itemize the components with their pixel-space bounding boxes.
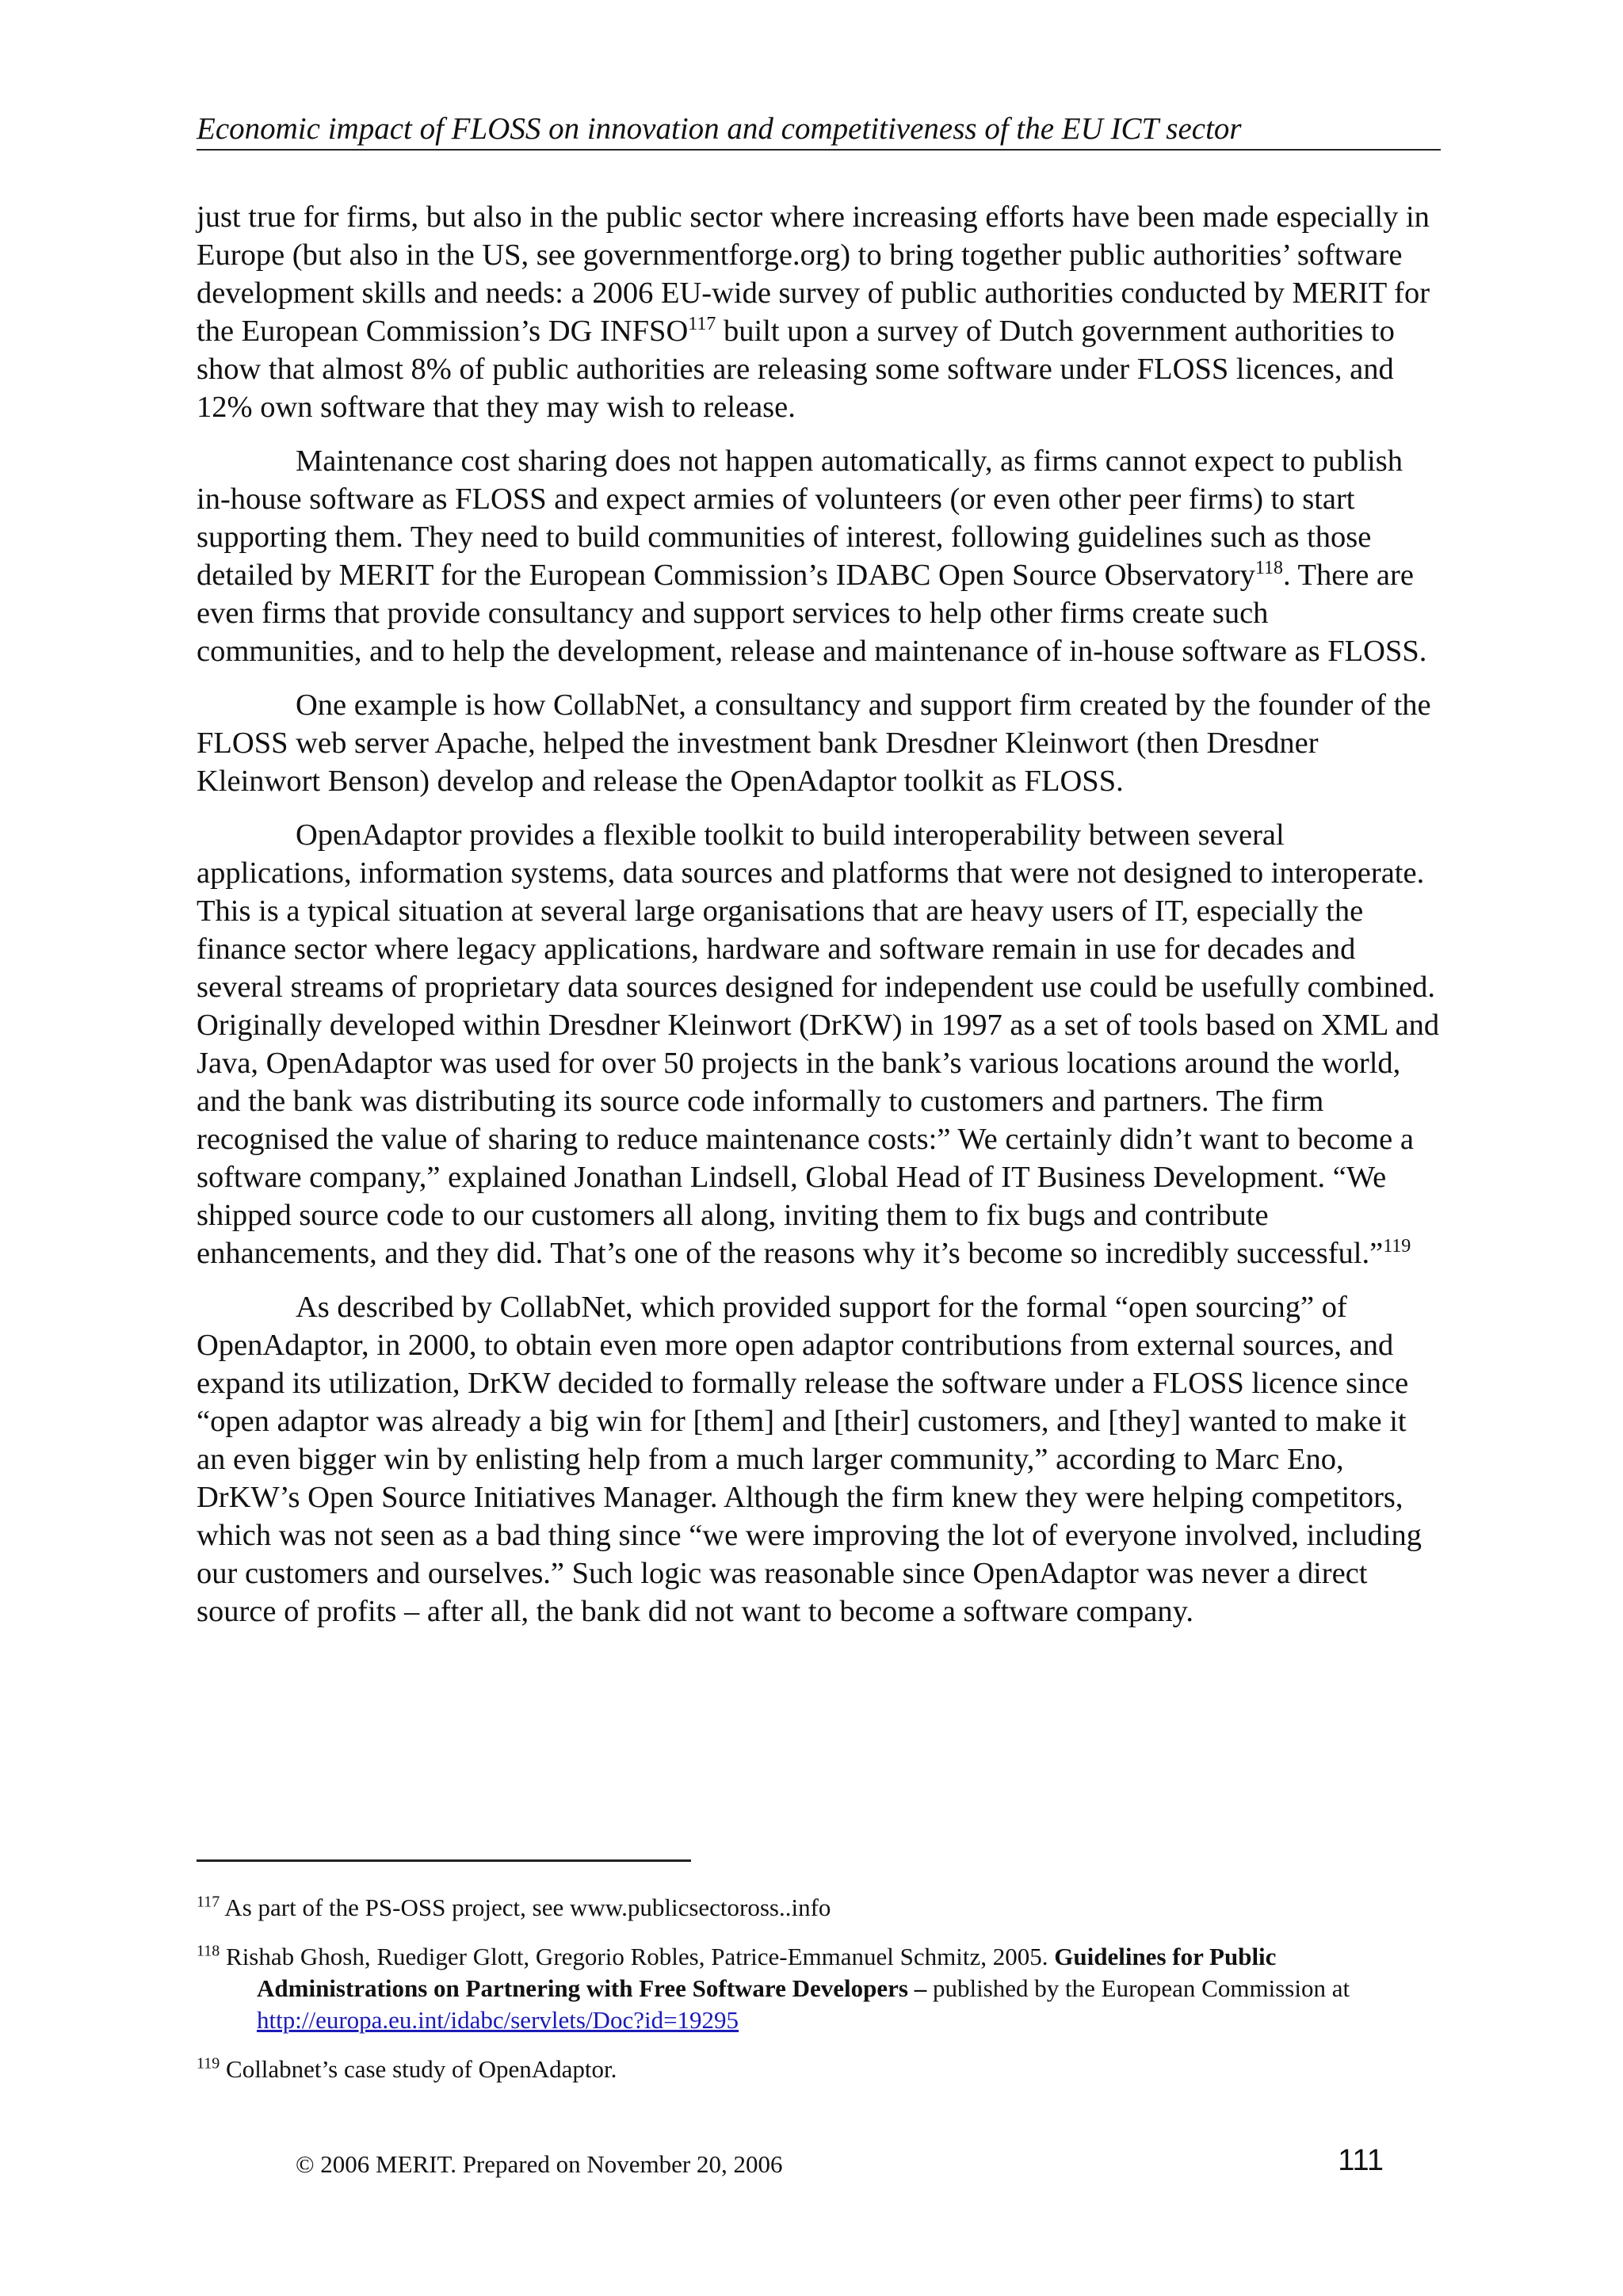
footnote-119	[197, 2054, 1441, 2085]
paragraph-4-text: OpenAdaptor provides a flexible toolkit to build interoperability between several applications, information systems, data sources and platforms that were not designed to interoperate. This is a typical situation at several large organisations that are heavy users of IT, especially the finance sector where legacy applications, hardware and software remain in use for decades and several streams of proprietary data sources designed for independent use could be usefully combined. Originally developed within Dresdner Kleinwort (DrKW) in 1997 as a set of tools based on XML and Java, OpenAdaptor was used for over 50 projects in the bank’s various locations around the world, and the bank was distributing its source code informally to customers and partners. The firm recognised the value of sharing to reduce maintenance costs:” We certainly didn’t want to become a software company,” explained Jonathan Lindsell, Global Head of IT Business Development. “We shipped source code to our customers all along, inviting them to fix bugs and contribute enhancements, and they did. That’s one of the reasons why it’s become so incredibly successful.”	[197, 818, 1440, 1270]
running-header: Economic impact of FLOSS on innovation and competitiveness of the EU ICT sector	[197, 109, 1441, 151]
paragraph-1	[197, 198, 1441, 426]
page-number: 111	[1338, 2144, 1384, 2177]
paragraph-2-text-b: . There are even firms that provide consultancy and support services to help other firms create such communities, and to help the development, release and maintenance of in-house software as FLOSS.	[197, 559, 1427, 668]
paragraph-2-text-a: Maintenance cost sharing does not happen automatically, as firms cannot expect to publish in-house software as FLOSS and expect armies of volunteers (or even other peer firms) to start supporting them. They need to build communities of interest, following guidelines such as those detailed by MERIT for the European Commission’s IDABC Open Source Observatory	[197, 444, 1403, 592]
footer-copyright: © 2006 MERIT. Prepared on November 20, 2006	[296, 2150, 783, 2178]
paragraph-5: As described by CollabNet, which provided support for the formal “open sourcing” of OpenAdaptor, in 2000, to obtain even more open adaptor contributions from external sources, and expand its utilization, DrKW decided to formally release the software under a FLOSS licence since “open adaptor was already a big win for [them] and [their] customers, and [they] wanted to make it an even bigger win by enlisting help from a much larger community,” according to Marc Eno, DrKW’s Open Source Initiatives Manager. Although the firm knew they were helping competitors, which was not seen as a bad thing since “we were improving the lot of everyone involved, including our customers and ourselves.” Such logic was reasonable since OpenAdaptor was never a direct source of profits – after all, the bank did not want to become a software company.	[197, 1291, 1422, 1628]
footnote-link[interactable]: http://europa.eu.int/idabc/servlets/Doc?id=19295	[257, 2006, 739, 2034]
footnote-number: 119	[197, 2054, 220, 2073]
footnote-ref-119[interactable]: 119	[1383, 1236, 1411, 1257]
footnote-number: 118	[197, 1942, 220, 1960]
footnote-ref-117[interactable]: 117	[688, 314, 716, 335]
footnote-text: As part of the PS-OSS project, see www.publicsectoross..info	[220, 1894, 831, 1921]
footnote-authors: Rishab Ghosh, Ruediger Glott, Gregorio Robles, Patrice-Emmanuel Schmitz, 2005.	[220, 1943, 1055, 1970]
footnote-separator	[197, 1859, 691, 1862]
paragraph-1-text-b: built upon a survey of Dutch government authorities to show that almost 8% of public authorities are releasing some software under FLOSS licences, and 12% own software that they may wish to release.	[197, 315, 1395, 424]
footnote-118	[197, 1941, 1441, 2036]
footnotes	[197, 1892, 1441, 2103]
paragraph-3: One example is how CollabNet, a consultancy and support firm created by the founder of the FLOSS web server Apache, helped the investment bank Dresdner Kleinwort (then Dresdner Kleinwort Benson) develop and release the OpenAdaptor toolkit as FLOSS.	[197, 688, 1431, 798]
paragraph-1-text-a: just true for firms, but also in the public sector where increasing efforts have been made especially in Europe (but also in the US, see governmentforge.org) to bring together public authorities’ software development skills and needs: a 2006 EU-wide survey of public authorities conducted by MERIT for the European Commission’s DG INFSO	[197, 200, 1430, 348]
body-text	[197, 198, 1441, 1646]
footnote-publisher: published by the European Commission at	[926, 1974, 1350, 2002]
footnote-number: 117	[197, 1893, 220, 1911]
footnote-117	[197, 1892, 1441, 1924]
footnote-ref-118[interactable]: 118	[1254, 558, 1283, 579]
footnote-text: Collabnet’s case study of OpenAdaptor.	[220, 2055, 617, 2083]
footnote-bold-title: Guidelines for Public Administrations on Partnering with Free Software Developers –	[257, 1943, 1277, 2002]
document-page	[197, 0, 1441, 2296]
paragraph-4	[197, 816, 1441, 1272]
paragraph-2	[197, 442, 1441, 670]
